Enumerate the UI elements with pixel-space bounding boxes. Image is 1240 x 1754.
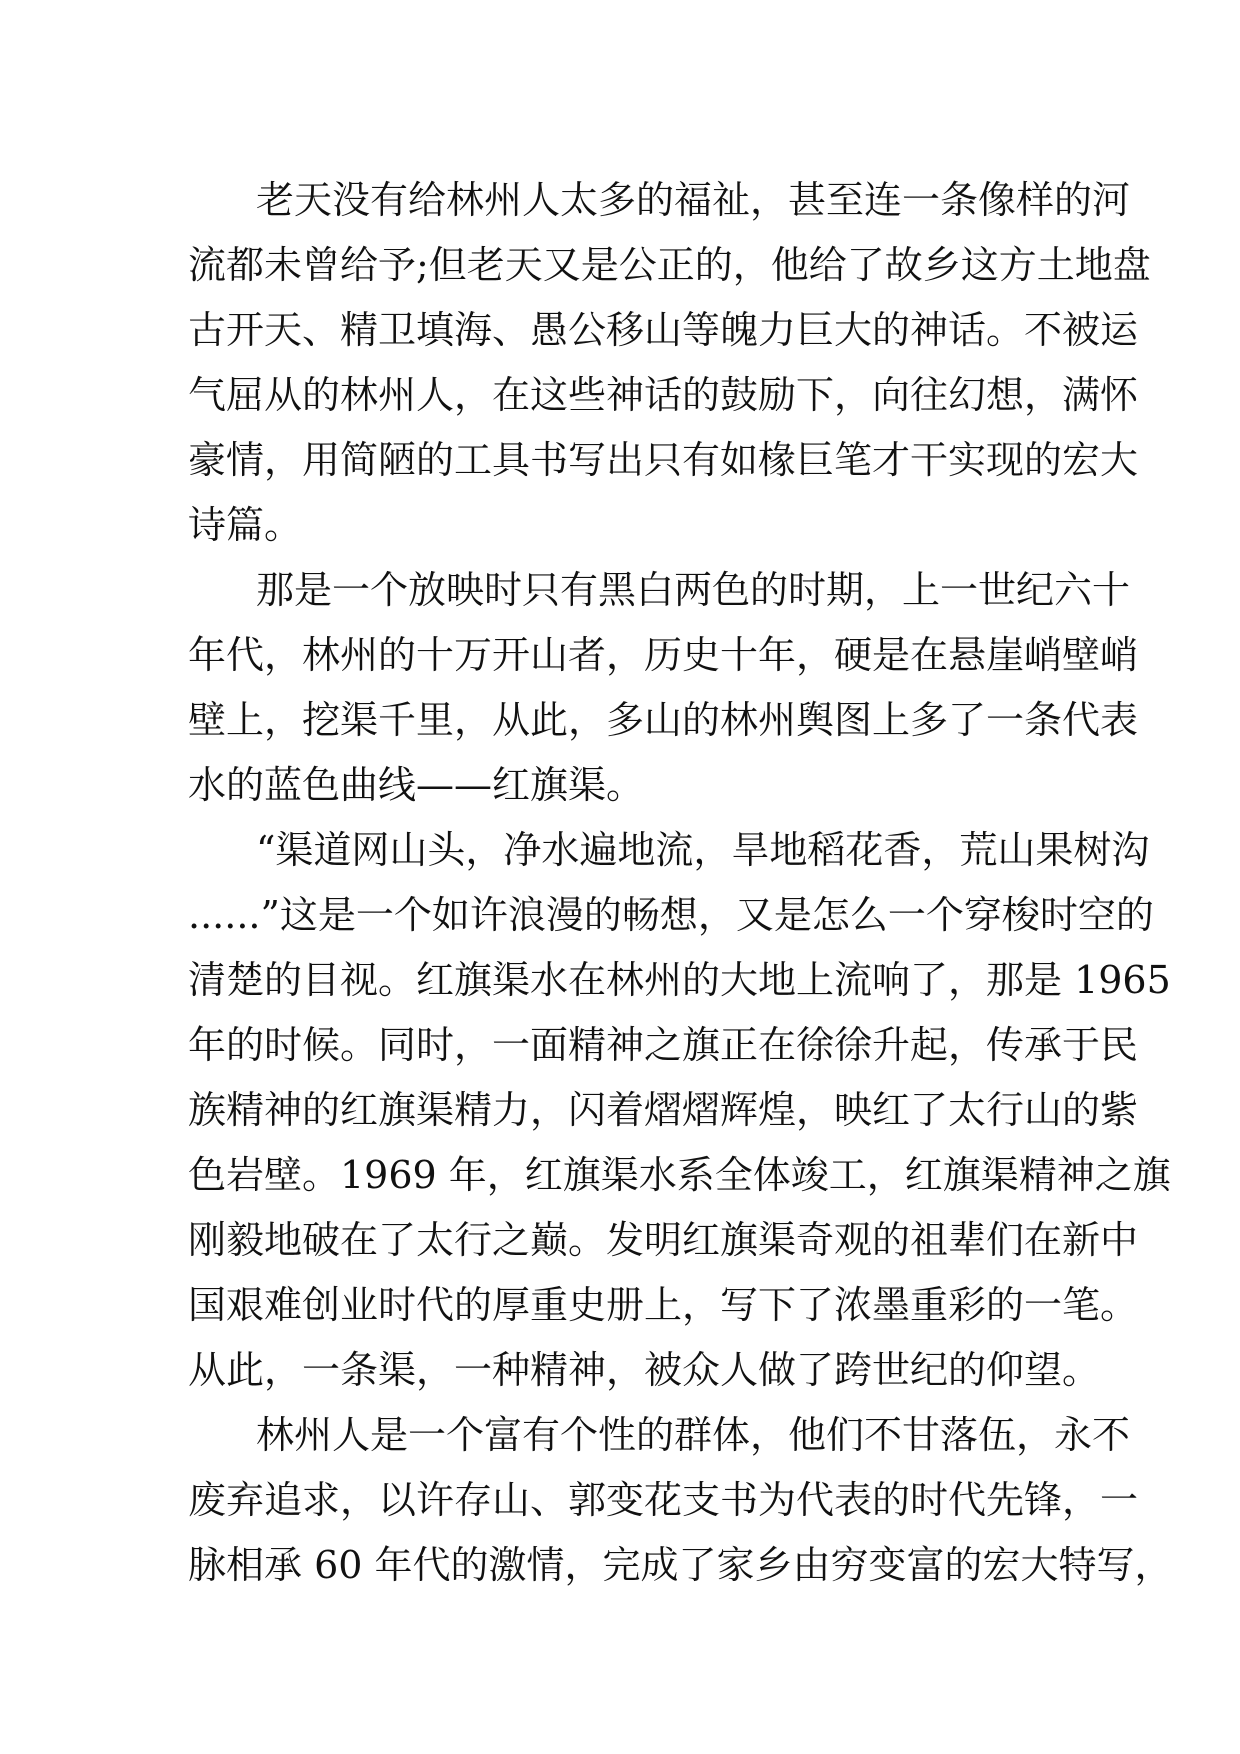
text-line: 刚毅地破在了太行之巅。发明红旗渠奇观的祖辈们在新中 — [188, 1218, 1139, 1262]
text-line: 年的时候。同时，一面精神之旗正在徐徐升起，传承于民 — [188, 1023, 1139, 1067]
text-line: 清楚的目视。红旗渠水在林州的大地上流响了，那是 1965 — [188, 958, 1171, 1002]
text-line: 废弃追求，以许存山、郭变花支书为代表的时代先锋，一 — [188, 1478, 1139, 1522]
text-line: 诗篇。 — [188, 503, 303, 547]
text-line: 壁上，挖渠千里，从此，多山的林州舆图上多了一条代表 — [188, 698, 1139, 742]
text-line: 水的蓝色曲线——红旗渠。 — [188, 763, 645, 807]
text-line: 老天没有给林州人太多的福祉，甚至连一条像样的河 — [256, 178, 1131, 222]
text-line: 气屈从的林州人，在这些神话的鼓励下，向往幻想，满怀 — [188, 373, 1139, 417]
text-line: 从此，一条渠，一种精神，被众人做了跨世纪的仰望。 — [188, 1348, 1101, 1392]
text-line: 古开天、精卫填海、愚公移山等魄力巨大的神话。不被运 — [188, 308, 1139, 352]
text-line: “渠道网山头，净水遍地流，旱地稻花香，荒山果树沟 — [256, 828, 1150, 872]
text-line: 国艰难创业时代的厚重史册上，写下了浓墨重彩的一笔。 — [188, 1283, 1139, 1327]
body-text — [188, 168, 1173, 1598]
text-line: 族精神的红旗渠精力，闪着熠熠辉煌，映红了太行山的紫 — [188, 1088, 1139, 1132]
text-line: 那是一个放映时只有黑白两色的时期，上一世纪六十 — [256, 568, 1131, 612]
text-line: 林州人是一个富有个性的群体，他们不甘落伍，永不 — [256, 1413, 1131, 1457]
text-line: 脉相承 60 年代的激情，完成了家乡由穷变富的宏大特写， — [188, 1543, 1173, 1587]
text-line: 色岩壁。1969 年，红旗渠水系全体竣工，红旗渠精神之旗 — [188, 1153, 1171, 1197]
text-line: 流都未曾给予;但老天又是公正的，他给了故乡这方土地盘 — [188, 243, 1151, 287]
text-line: ......”这是一个如许浪漫的畅想，又是怎么一个穿梭时空的 — [188, 893, 1154, 937]
text-line: 豪情，用简陋的工具书写出只有如椽巨笔才干实现的宏大 — [188, 438, 1139, 482]
text-line: 年代，林州的十万开山者，历史十年，硬是在悬崖峭壁峭 — [188, 633, 1139, 677]
